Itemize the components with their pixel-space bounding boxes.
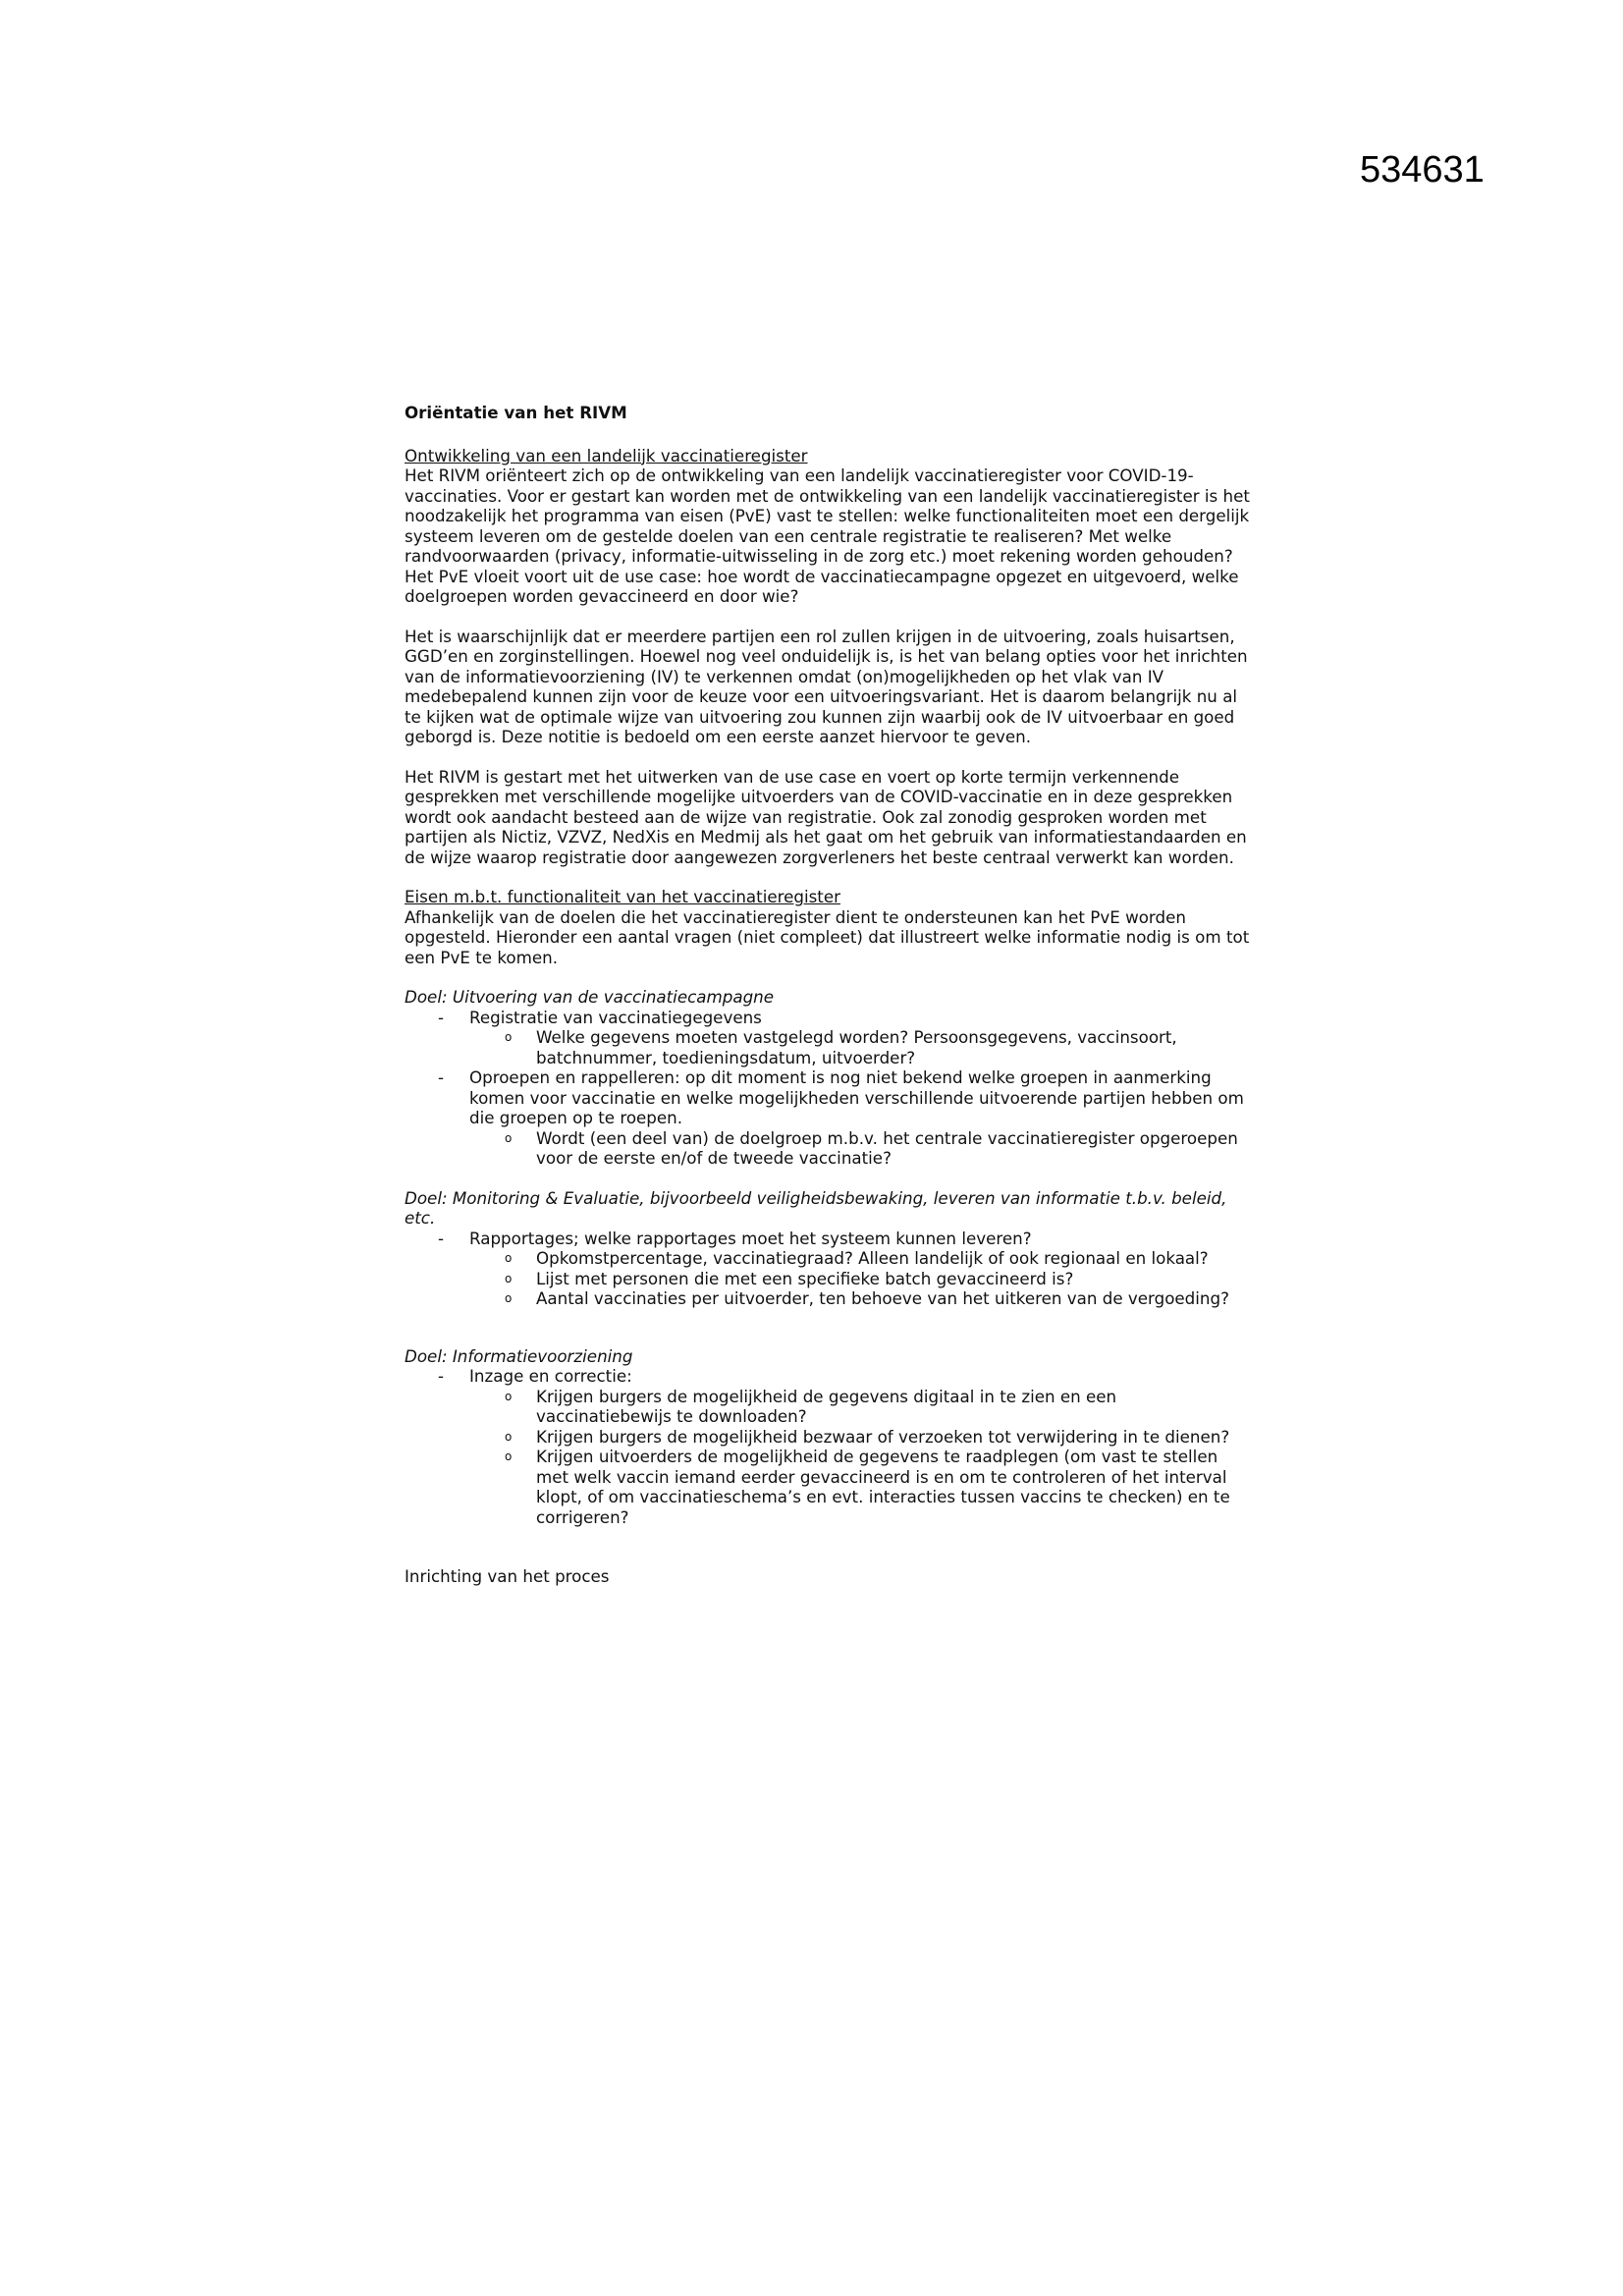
page-title: Oriëntatie van het RIVM <box>405 403 627 422</box>
sub-list-item: o Opkomstpercentage, vaccinatiegraad? Alleen landelijk of ook regionaal en lokaal? <box>536 1248 1251 1269</box>
sub-list <box>469 1128 1251 1169</box>
doel2-label: Doel: Monitoring & Evaluatie, bijvoorbeeld veiligheidsbewaking, leveren van informatie t.b.v. beleid, etc. <box>405 1187 1227 1228</box>
sub-list-item: o Krijgen uitvoerders de mogelijkheid de gegevens te raadplegen (om vast te stellen met welk vaccin iemand eerder gevaccineerd is en om te controleren of het interval klopt, of om vaccinatieschema’s en evt. interacties tussen vaccins te checken) en te corrigeren? <box>536 1447 1251 1527</box>
list-item-text: Oproepen en rappelleren: op dit moment is nog niet bekend welke groepen in aanmerking komen voor vaccinatie en welke mogelijkheden verschillende uitvoerende partijen hebben om die groepen op te roepen. <box>469 1067 1244 1127</box>
doel3-block <box>405 1346 1251 1528</box>
section2-intro: Afhankelijk van de doelen die het vaccinatieregister dient te ondersteunen kan het PvE worden opgesteld. Hieronder een aantal vragen (niet compleet) dat illustreert welke informatie nodig is om tot een PvE te komen. <box>405 906 1250 967</box>
section2-heading: Eisen m.b.t. functionaliteit van het vaccinatieregister <box>405 887 840 906</box>
sub-list-item: o Krijgen burgers de mogelijkheid de gegevens digitaal in te zien en een vaccinatiebewijs te downloaden? <box>536 1387 1251 1427</box>
doel3-label: Doel: Informatievoorziening <box>405 1345 633 1366</box>
doel2-list <box>405 1229 1251 1309</box>
list-item <box>469 1366 1251 1527</box>
doel1-block <box>405 987 1251 1169</box>
sub-list-item: o Welke gegevens moeten vastgelegd worden? Persoonsgegevens, vaccinsoort, batchnummer, toedieningsdatum, uitvoerder? <box>536 1027 1251 1067</box>
doel1-list <box>405 1008 1251 1169</box>
list-item-text: Inzage en correctie: <box>469 1366 632 1386</box>
list-item <box>469 1067 1251 1169</box>
sub-list <box>469 1027 1251 1067</box>
list-item-text: Registratie van vaccinatiegegevens <box>469 1007 762 1027</box>
section2-block <box>405 887 1251 967</box>
sub-list-item: o Krijgen burgers de mogelijkheid bezwaar of verzoeken tot verwijdering in te dienen? <box>536 1427 1251 1448</box>
doel2-block <box>405 1188 1251 1309</box>
section1-paragraph-1: Het RIVM oriënteert zich op de ontwikkeling van een landelijk vaccinatieregister voor COVID-19-vaccinaties. Voor er gestart kan worden met de ontwikkeling van een landelijk vaccinatieregister is het noodzakelijk het programma van eisen (PvE) vast te stellen: welke functionaliteiten moet een dergelijk systeem leveren om de gestelde doelen van een centrale registratie te realiseren? Met welke randvoorwaarden (privacy, informatie-uitwisseling in de zorg etc.) moet rekening worden gehouden? Het PvE vloeit voort uit de use case: hoe wordt de vaccinatiecampagne opgezet en uitgevoerd, welke doelgroepen worden gevaccineerd en door wie? <box>405 465 1250 606</box>
sub-list <box>469 1248 1251 1309</box>
list-item-text: Rapportages; welke rapportages moet het systeem kunnen leveren? <box>469 1228 1032 1248</box>
sub-list <box>469 1387 1251 1528</box>
section1-paragraph-2: Het is waarschijnlijk dat er meerdere partijen een rol zullen krijgen in de uitvoering, zoals huisartsen, GGD’en en zorginstellingen. Hoewel nog veel onduidelijk is, is het van belang opties voor het inrichten van de informatievoorziening (IV) te verkennen omdat (on)mogelijkheden op het vlak van IV medebepalend kunnen zijn voor de keuze voor een uitvoeringsvariant. Het is daarom belangrijk nu al te kijken wat de optimale wijze van uitvoering zou kunnen zijn waarbij ook de IV uitvoerbaar en goed geborgd is. Deze notitie is bedoeld om een eerste aanzet hiervoor te geven. <box>405 626 1248 746</box>
section1-block <box>405 446 1251 607</box>
document-number: 534631 <box>1360 149 1485 191</box>
doel3-list <box>405 1366 1251 1527</box>
sub-list-item: o Wordt (een deel van) de doelgroep m.b.v. het centrale vaccinatieregister opgeroepen voor de eerste en/of de tweede vaccinatie? <box>536 1128 1251 1169</box>
list-item <box>469 1008 1251 1068</box>
doel1-label: Doel: Uitvoering van de vaccinatiecampagne <box>405 987 774 1007</box>
closing-heading: Inrichting van het proces <box>405 1566 610 1586</box>
section1-heading: Ontwikkeling van een landelijk vaccinatieregister <box>405 445 808 465</box>
sub-list-item: o Lijst met personen die met een specifieke batch gevaccineerd is? <box>536 1269 1251 1289</box>
list-item <box>469 1229 1251 1309</box>
document-body <box>405 403 1251 1603</box>
section1-paragraph-3: Het RIVM is gestart met het uitwerken van de use case en voert op korte termijn verkennende gesprekken met verschillende mogelijke uitvoerders van de COVID-vaccinatie en in deze gesprekken wordt ook aandacht besteed aan de wijze van registratie. Ook zal zonodig gesproken worden met partijen als Nictiz, VZVZ, NedXis en Medmij als het gaat om het gebruik van informatiestandaarden en de wijze waarop registratie door aangewezen zorgverleners het beste centraal verwerkt kan worden. <box>405 766 1247 867</box>
sub-list-item: o Aantal vaccinaties per uitvoerder, ten behoeve van het uitkeren van de vergoeding? <box>536 1288 1251 1309</box>
